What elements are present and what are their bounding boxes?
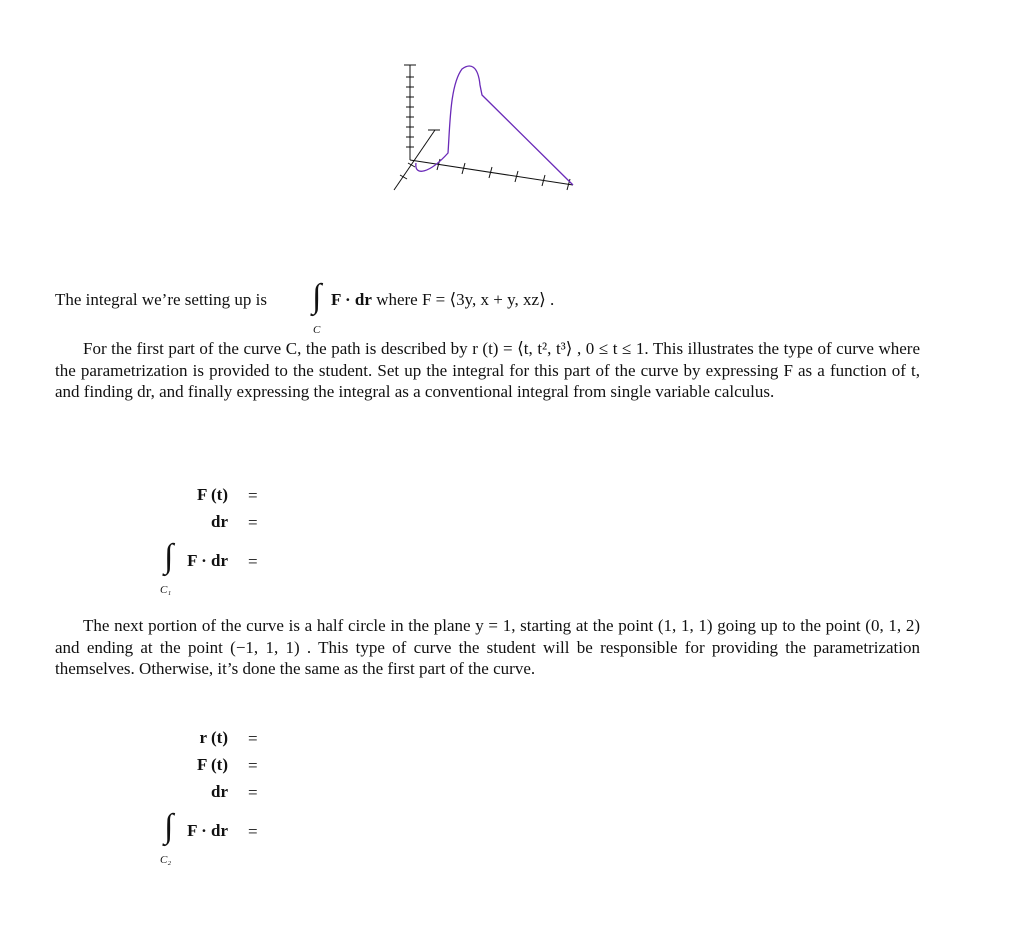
part1-integral-sign: ∫	[164, 538, 174, 575]
curve-3d-figure	[380, 55, 590, 205]
part2-int-equals: =	[248, 822, 258, 841]
y-axis	[394, 130, 435, 190]
intro-integrand-text: F · dr	[331, 290, 372, 309]
part1-dr-label: dr	[211, 512, 228, 531]
part2-integral-sign: ∫	[164, 808, 174, 845]
part1-integral-sub: C₁	[160, 584, 172, 596]
intro-where: where	[376, 290, 418, 309]
part2-r-equals: =	[248, 729, 258, 748]
part1-F-label: F (t)	[197, 485, 228, 504]
integral-sign-intro: ∫	[312, 278, 322, 315]
part2-dr-equals: =	[248, 783, 258, 802]
integral-sub-intro: C	[313, 324, 321, 336]
part1-paragraph: For the first part of the curve C, the path is described by r (t) = ⟨t, t², t³⟩ , 0 ≤ t ≤ 1. This illustrates the type of curve where the parametrization is provided to the student. Set up the integral for this part of the curve by expressing F as a function of t, and finding dr, and finally expressing the integral as a conventional integral from single variable calculus.	[55, 339, 920, 401]
part1-int-equals: =	[248, 552, 258, 571]
part1-F-equals: =	[248, 486, 258, 505]
x-axis	[410, 160, 573, 185]
part2-int-label: F · dr	[187, 821, 228, 840]
intro-line	[55, 290, 267, 310]
part2-integral-sub: C₂	[160, 854, 172, 866]
part2-dr-label: dr	[211, 782, 228, 801]
intro-field: F = ⟨3y, x + y, xz⟩ .	[421, 290, 555, 309]
intro-prefix: The integral we’re setting up is	[55, 290, 267, 309]
intro-integrand	[331, 290, 554, 310]
part2-F-equals: =	[248, 756, 258, 775]
part2-paragraph: The next portion of the curve is a half circle in the plane y = 1, starting at the point (1, 1, 1) going up to the point (0, 1, 2) and ending at the point (−1, 1, 1) . This type of curve the student will be responsible for providing the parametrization themselves. Otherwise, it’s done the same as the first part of the curve.	[55, 616, 920, 678]
part2-r-label: r (t)	[199, 728, 228, 747]
part1-dr-equals: =	[248, 513, 258, 532]
part1-int-label: F · dr	[187, 551, 228, 570]
curve-path	[416, 66, 573, 185]
part2-F-label: F (t)	[197, 755, 228, 774]
